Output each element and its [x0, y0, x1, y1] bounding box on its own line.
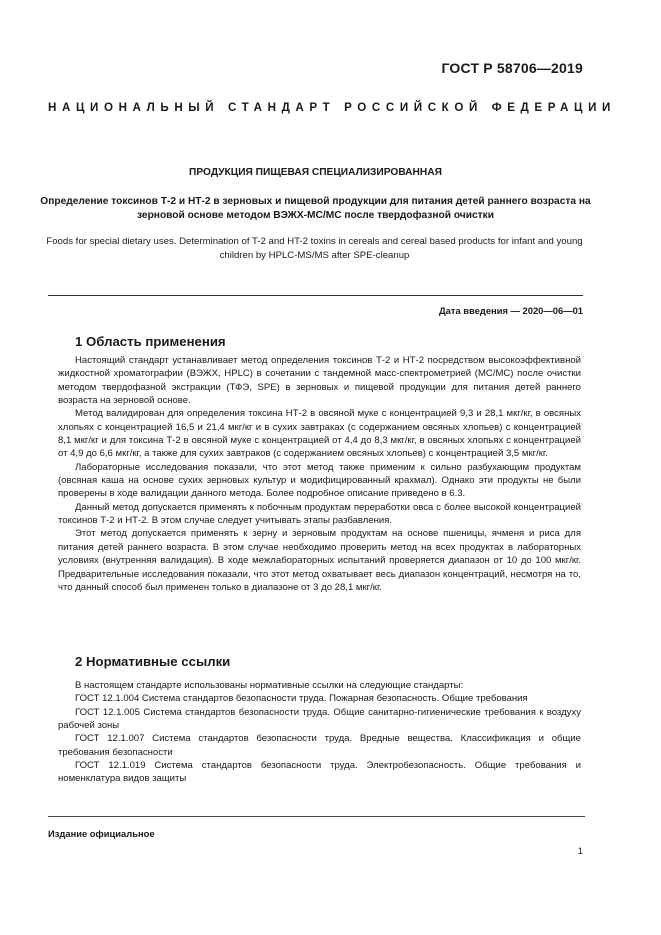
section-2-title: 2 Нормативные ссылки	[75, 654, 231, 669]
national-standard-heading: НАЦИОНАЛЬНЫЙ СТАНДАРТ РОССИЙСКОЙ ФЕДЕРАЦИИ	[48, 101, 616, 114]
paragraph: Лабораторные исследования показали, что этот метод также применим к сильно разбухающим продуктам (овсяная каша на основе сухих зерновых культур и модифицированный крахмал). Однако эти продукты не были проверены в ходе валидации данного метода. Более подробное описание приведено в 6.3.	[58, 461, 581, 500]
paragraph: В настоящем стандарте использованы нормативные ссылки на следующие стандарты:	[75, 680, 464, 691]
reference-item: ГОСТ 12.1.019 Система стандартов безопасности труда. Электробезопасность. Общие требования и номенклатура видов защиты	[58, 760, 581, 785]
title-divider	[48, 295, 583, 296]
paragraph: Этот метод допускается применять к зерну и зерновым продуктам на основе пшеницы, ячменя и риса для питания детей раннего возраста. В этом случае необходимо проверить метод на всех продуктах в лабораторных условиях (внутренняя валидация). В ходе межлабораторных испытаний проверяется диапазон от 10 до 100 мкг/кг. Предварительные исследования показали, что этот метод охватывает весь диапазон концентраций, несмотря на то, что данный способ был применен только в диапазоне от 3 до 28,1 мкг/кг.	[58, 528, 581, 593]
paragraph: Настоящий стандарт устанавливает метод определения токсинов Т-2 и НТ-2 посредством высокоэффективной жидкостной хроматографии (ВЭЖХ, HPLC) в сочетании с тандемной масс-спектрометрией (МС/МС) после очистки методом твердофазной экстракции (ТФЭ, SPE) в зерновых и пищевой продукции для питания детей раннего возраста на зерновой основе.	[58, 355, 581, 407]
section-1-title: 1 Область применения	[75, 334, 226, 349]
document-subtitle: Определение токсинов Т-2 и НТ-2 в зерновых и пищевой продукции для питания детей раннего возраста на зерновой основе методом ВЭЖХ-МС/МС после твердофазной очистки	[40, 196, 591, 221]
introduction-date: Дата введения — 2020—06—01	[438, 305, 583, 316]
official-edition-label: Издание официальное	[48, 828, 155, 839]
paragraph: Метод валидирован для определения токсина НТ-2 в овсяной муке с концентрацией 9,3 и 28,1 мкг/кг, в овсяных хлопьях с концентрацией 16,5 и 21,4 мкг/кг и в сухих завтраках (с содержанием овсяных хлопьев) с концентрацией 8,1 мкг/кг и для токсина Т-2 в овсяной муке с концентрацией от 4,4 до 8,3 мкг/кг, в овсяных хлопьях с концентрацией от 4,9 до 6,6 мкг/кг, а также для сухих завтраков (с содержанием овсяных хлопьев) с концентрацией 3,5 мкг/кг.	[58, 408, 581, 460]
footer-divider	[48, 816, 585, 817]
section-1-body	[58, 354, 581, 594]
standard-code: ГОСТ Р 58706—2019	[441, 60, 583, 76]
reference-item: ГОСТ 12.1.005 Система стандартов безопасности труда. Общие санитарно-гигиенические требования к воздуху рабочей зоны	[58, 706, 581, 732]
paragraph: Данный метод допускается применять к побочным продуктам переработки овса с более высокой концентрацией токсинов Т-2 и НТ-2. В этом случае следует учитывать этапы разбавления.	[58, 501, 581, 527]
english-title: Foods for special dietary uses. Determination of T-2 and HT-2 toxins in cereals and cereal based products for infant and young children by HPLC-MS/MS after SPE-cleanup	[46, 236, 583, 261]
section-2-body	[58, 679, 581, 786]
reference-item: ГОСТ 12.1.007 Система стандартов безопасности труда. Вредные вещества. Классификация и общие требования безопасности	[58, 733, 581, 758]
reference-item: ГОСТ 12.1.004 Система стандартов безопасности труда. Пожарная безопасность. Общие требования	[75, 693, 528, 705]
document-title: ПРОДУКЦИЯ ПИЩЕВАЯ СПЕЦИАЛИЗИРОВАННАЯ	[189, 167, 442, 178]
page-number: 1	[577, 845, 583, 856]
